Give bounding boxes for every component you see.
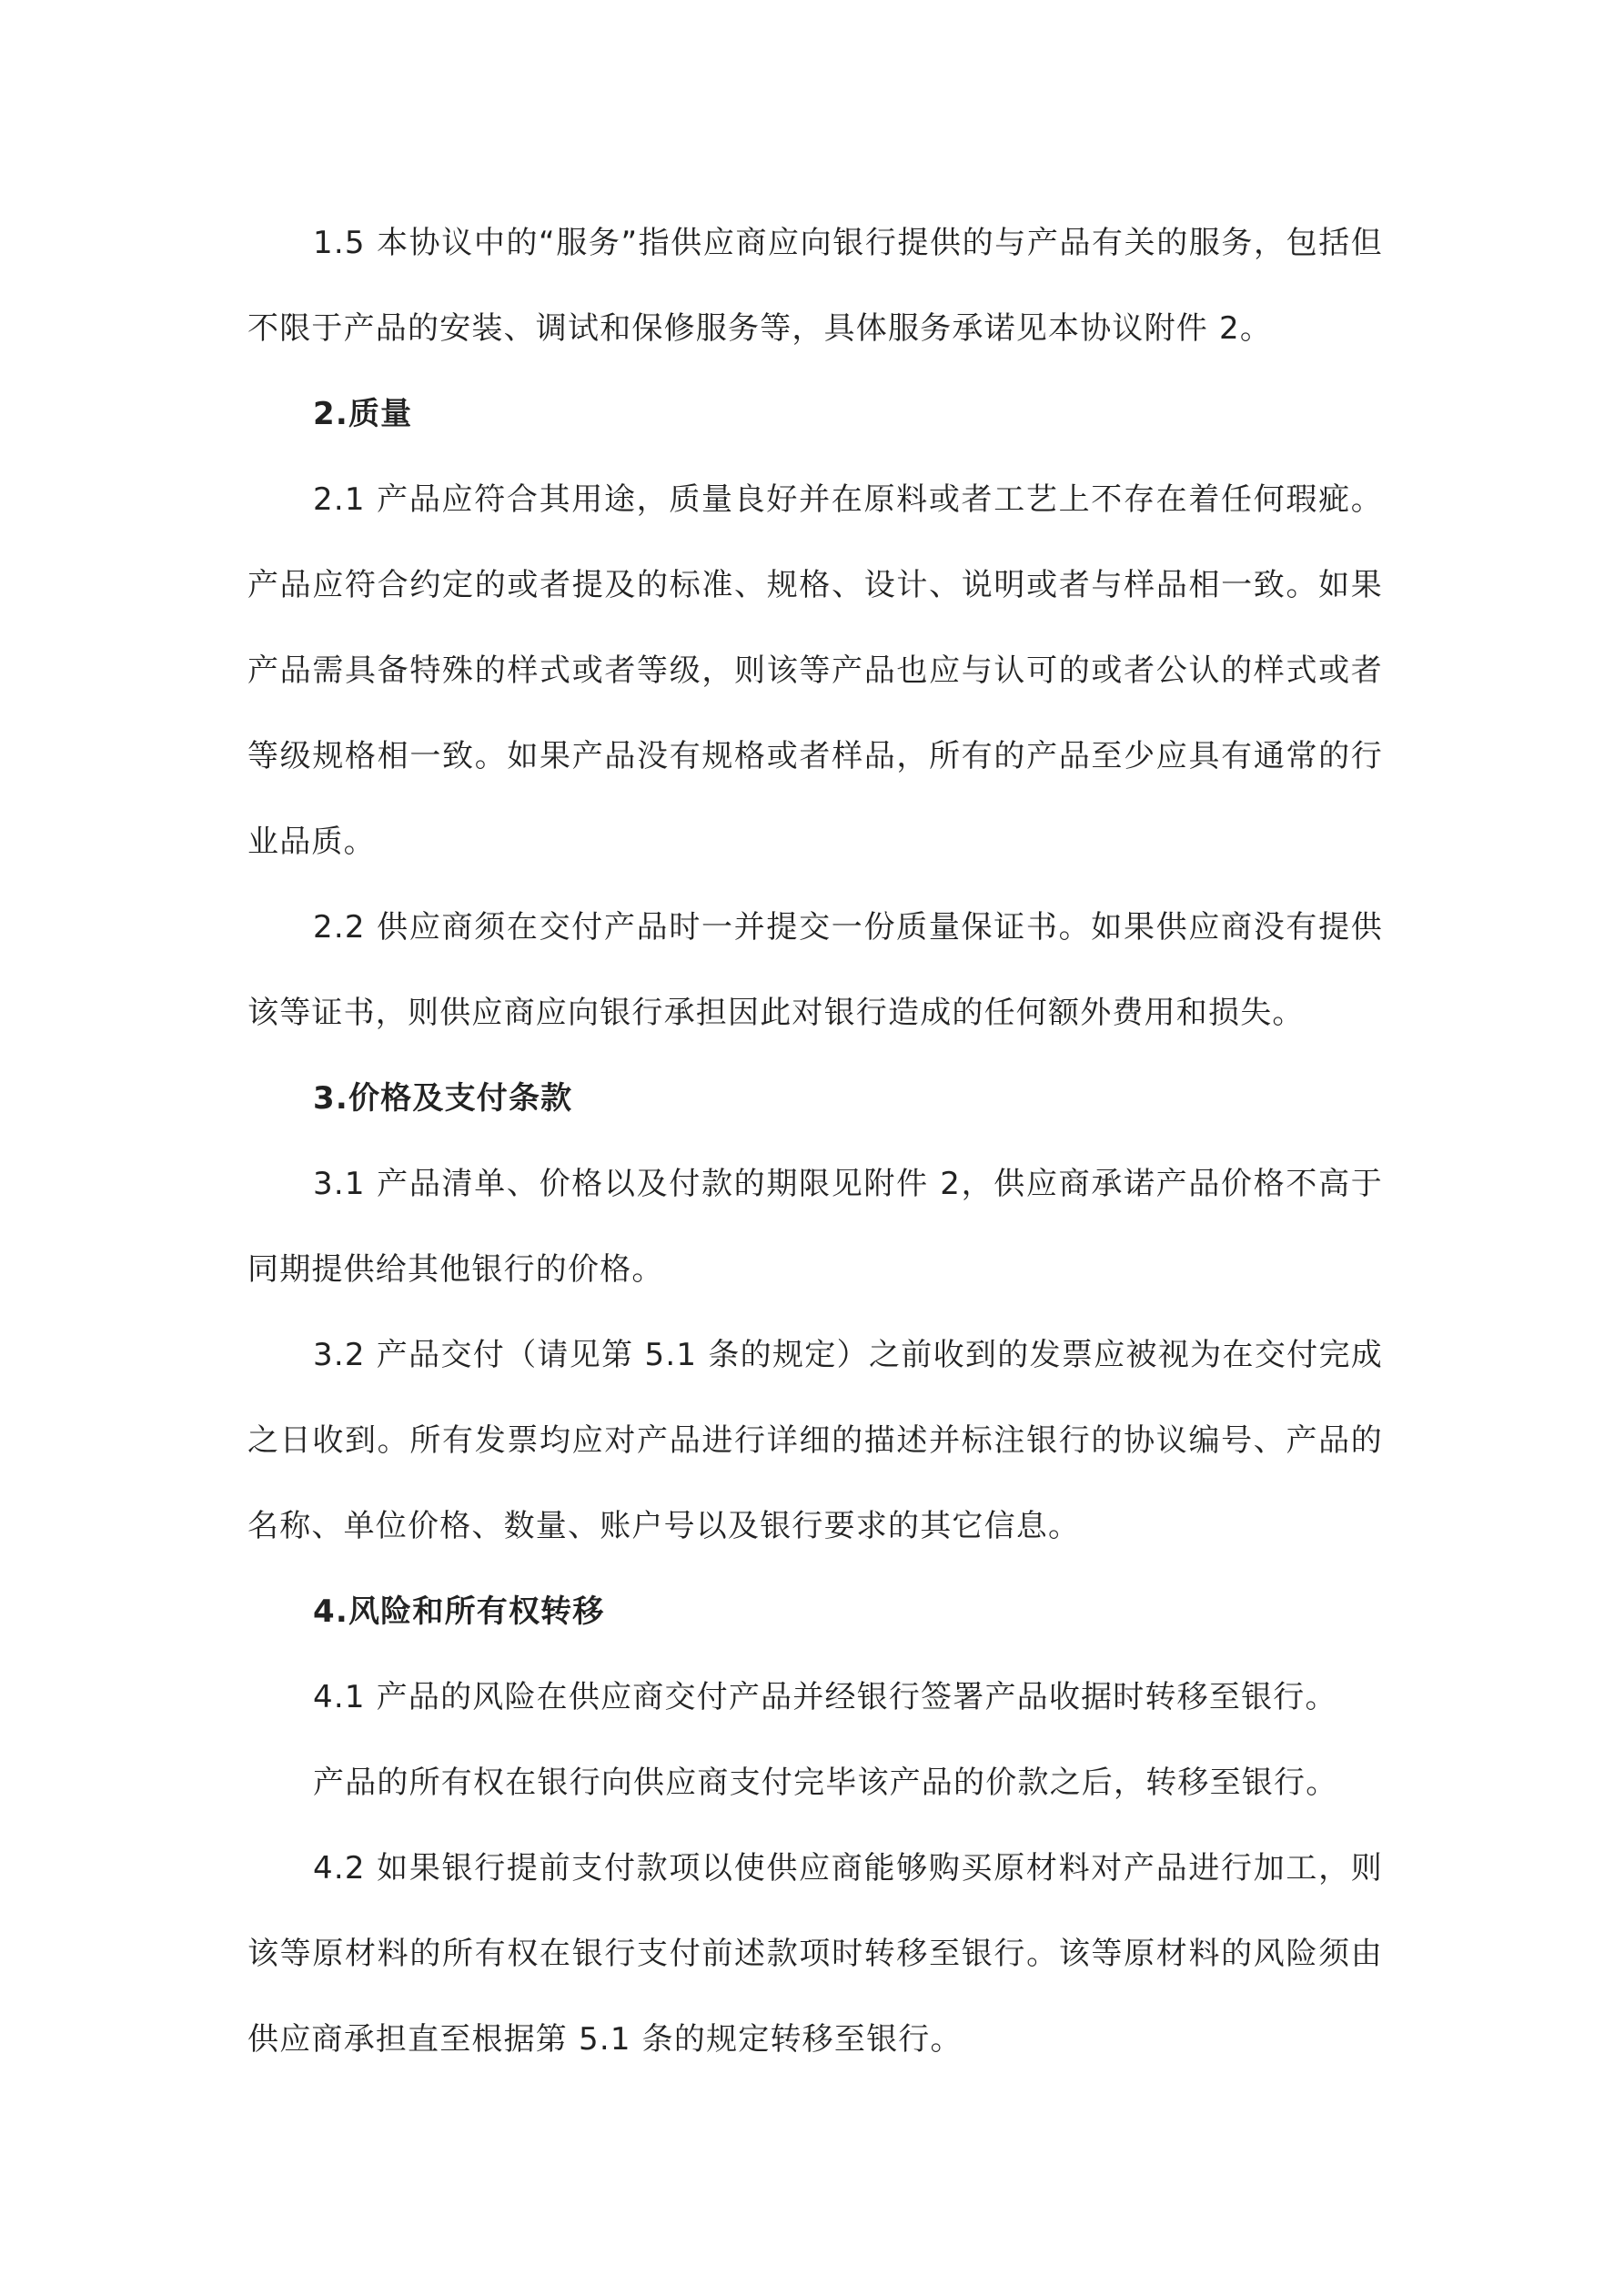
clause-3-1: 3.1 产品清单、价格以及付款的期限见附件 2，供应商承诺产品价格不高于同期提供给其他银行的价格。 bbox=[247, 1166, 1383, 1288]
section-heading-price-payment: 3.价格及支付条款 bbox=[313, 1080, 573, 1117]
clause-2-1: 2.1 产品应符合其用途，质量良好并在原料或者工艺上不存在着任何瑕疵。产品应符合约定的或者提及的标准、规格、设计、说明或者与样品相一致。如果产品需具备特殊的样式或者等级，则该等产品也应与认可的或者公认的样式或者等级规格相一致。如果产品没有规格或者样品，所有的产品至少应具有通常的行业品质。 bbox=[247, 481, 1383, 860]
clause-4-2: 4.2 如果银行提前支付款项以使供应商能够购买原材料对产品进行加工，则该等原材料的所有权在银行支付前述款项时转移至银行。该等原材料的风险须由供应商承担直至根据第 5.1 条的规定转移至银行。 bbox=[247, 1850, 1383, 2058]
clause-3-2: 3.2 产品交付（请见第 5.1 条的规定）之前收到的发票应被视为在交付完成之日收到。所有发票均应对产品进行详细的描述并标注银行的协议编号、产品的名称、单位价格、数量、账户号以及银行要求的其它信息。 bbox=[247, 1337, 1383, 1544]
section-heading-quality: 2.质量 bbox=[313, 396, 413, 432]
section-heading-risk-ownership: 4.风险和所有权转移 bbox=[313, 1593, 605, 1630]
clause-2-2: 2.2 供应商须在交付产品时一并提交一份质量保证书。如果供应商没有提供该等证书，则供应商应向银行承担因此对银行造成的任何额外费用和损失。 bbox=[247, 909, 1383, 1031]
clause-4-1-continued: 产品的所有权在银行向供应商支付完毕该产品的价款之后，转移至银行。 bbox=[313, 1765, 1338, 1801]
clause-1-5: 1.5 本协议中的“服务”指供应商应向银行提供的与产品有关的服务，包括但不限于产品的安装、调试和保修服务等，具体服务承诺见本协议附件 2。 bbox=[247, 225, 1383, 347]
document-body bbox=[247, 200, 1383, 2082]
clause-4-1: 4.1 产品的风险在供应商交付产品并经银行签署产品收据时转移至银行。 bbox=[313, 1679, 1337, 1715]
